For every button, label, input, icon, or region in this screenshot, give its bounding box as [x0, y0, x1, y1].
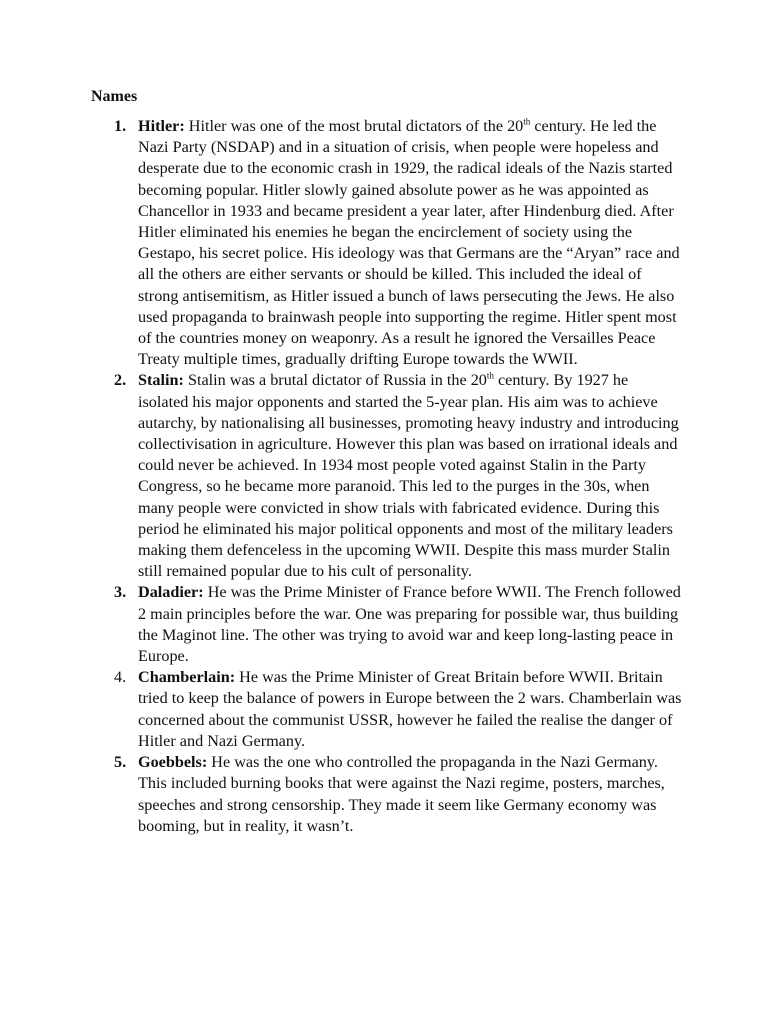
item-number: 5. [114, 753, 127, 772]
item-number: 2. [114, 371, 127, 390]
ordinal-suffix: th [523, 116, 531, 127]
item-text-continued: century. He led the Nazi Party (NSDAP) and in a situation of crisis, when people were hopeless and desperate due to the economic crash in 1929, the radical ideals of the Nazis started becoming popular. Hitler slowly gained absolute power as he was appointed as Chancellor in 1933 and became president a year later, after Hindenburg died. After Hitler eliminated his enemies he began the encirclement of society using the Gestapo, his secret police. His ideology was that Germans are the “Aryan” race and all the others are either servants or should be killed. This included the ideal of strong antisemitism, as Hitler issued a bunch of laws persecuting the Jews. He also used propaganda to brainwash people into supporting the regime. Hitler spent most of the countries money on weaponry. As a result he ignored the Versailles Peace Treaty multiple times, gradually drifting Europe towards the WWII. [138, 117, 680, 369]
names-list [114, 116, 682, 837]
list-item-stalin [114, 370, 682, 582]
item-number: 4. [114, 668, 127, 687]
ordinal-suffix: th [486, 371, 494, 382]
item-text: He was the Prime Minister of France before WWII. The French followed 2 main principles before the war. One was preparing for possible war, thus building the Maginot line. The other was trying to avoid war and keep long-lasting peace in Europe. [138, 583, 681, 666]
item-name: Daladier: [138, 583, 204, 602]
item-name: Goebbels: [138, 753, 208, 772]
item-name: Hitler: [138, 117, 185, 135]
item-text: Stalin was a brutal dictator of Russia in the 20 [183, 371, 487, 390]
item-text: Hitler was one of the most brutal dictators of the 20 [184, 117, 524, 135]
section-heading: Names [91, 88, 138, 105]
item-text-continued: century. By 1927 he isolated his major opponents and started the 5-year plan. His aim was to achieve autarchy, by nationalising all businesses, promoting heavy industry and introducing collectivisation in agriculture. However this plan was based on irrational ideals and could never be achieved. In 1934 most people voted against Stalin in the Party Congress, so he became more paranoid. This led to the purges in the 30s, when many people were convicted in show trials with fabricated evidence. During this period he eliminated his major political opponents and most of the military leaders making them defenceless in the upcoming WWII. Despite this mass murder Stalin still remained popular due to his cult of personality. [138, 371, 679, 581]
list-item-hitler [114, 116, 682, 370]
list-item-goebbels [114, 752, 682, 837]
item-number: 3. [114, 583, 127, 602]
list-item-daladier [114, 582, 682, 667]
list-item-chamberlain [114, 667, 682, 752]
item-name: Chamberlain: [138, 668, 236, 687]
item-number: 1. [114, 117, 127, 135]
item-text: He was the one who controlled the propaganda in the Nazi Germany. This included burning books that were against the Nazi regime, posters, marches, speeches and strong censorship. They made it seem like Germany economy was booming, but in reality, it wasn’t. [138, 753, 665, 835]
item-text: He was the Prime Minister of Great Britain before WWII. Britain tried to keep the balance of powers in Europe between the 2 wars. Chamberlain was concerned about the communist USSR, however he failed the realise the danger of Hitler and Nazi Germany. [138, 668, 682, 750]
item-name: Stalin: [138, 371, 184, 390]
